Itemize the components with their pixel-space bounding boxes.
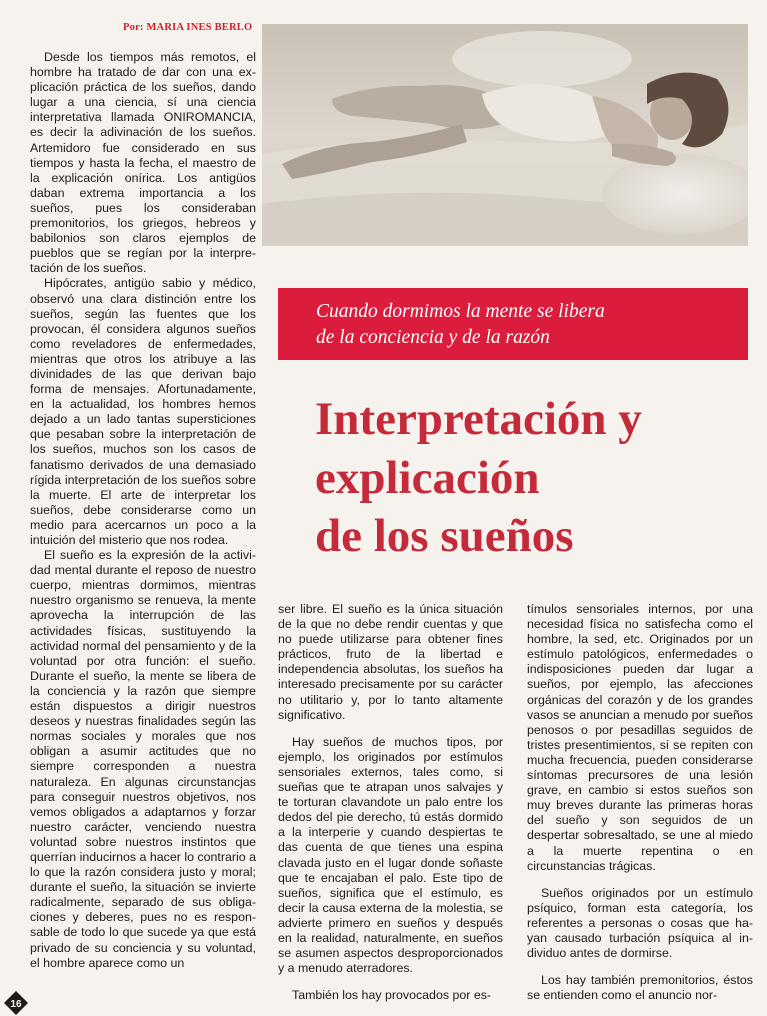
subtitle-line: Cuando dormimos la mente se libera bbox=[316, 301, 605, 322]
paragraph: Sueños originados por un estímulo psíquico, forman esta categoría, los referentes a personas o cosas que hayan causado turbación psíquica al individuo antes de dormirse. bbox=[527, 885, 753, 961]
paragraph: tímulos sensoriales internos, por una necesidad física no satisfecha como el hombre, la sed, etc. Originados por un estímulo patológicos, enfermedades o indisposiciones pueden dar lugar a sueños, por ejemplo, las afecciones orgánicas del corazón y de los grandes vasos se anuncian a menudo por sueños penosos o por pesadillas seguidos de tristes presentimientos, si se repiten con mucha frecuencia, pueden considerarse síntomas precursores de una lesión grave, en cambio si estos sueños son muy breves durante las primeras horas del sueño y son seguidos de un despertar sobresaltado, se une al miedo a la muerte repentina o en circunstancias trágicas. bbox=[527, 602, 753, 873]
paragraph: Desde los tiempos más remotos, el hombre ha tratado de dar con una explicación práctica de los sueños, dando lugar a una ciencia, sí una ciencia interpretativa llamada ONIROMANCIA, es decir la adivinación de los sueños. Artemidoro fue considerado en sus tiempos y hasta la fecha, el maestro de la explicación onírica. Los antigüos daban extrema importancia a los sueños, pues los consideraban premonitorios, los griegos, hebreos y babilonios son claros ejemplos de pueblos que se regían por la interpretación de los sueños. bbox=[30, 50, 256, 276]
page-number-diamond-icon bbox=[3, 990, 29, 1016]
subtitle-banner bbox=[278, 288, 748, 360]
paragraph: ser libre. El sueño es la única situación de la que no debe rendir cuentas y que no puede utilizarse para obtener fines prácticos, fruto de la libertad e independencia absolutas, los sueños ha interesado precisamente por su carácter no utilitario y, por lo tanto altamente significativo. bbox=[278, 602, 503, 722]
article-column-1 bbox=[30, 50, 256, 971]
subtitle-line: de la conciencia y de la razón bbox=[316, 327, 550, 348]
paragraph: El sueño es la expresión de la actividad mental durante el reposo de nuestro cuerpo, mientras dormimos, mientras nuestro organismo se renueva, la mente aprovecha la interrupción de las actividades físicas, sustituyendo la actividad normal del pensamiento y de la voluntad por otra función: el sueño. Durante el sueño, la mente se libera de la conciencia y la razón que siempre están dispuestos a dirigir nuestros deseos y nuestras finalidades según las normas sociales y morales que nos obligan a asumir actitudes que no siempre corresponden a nuestra naturaleza. En algunas circunstancjas para conseguir nuestros objetivos, nos vemos obligados a adaptarnos y forzar nuestro carácter, venciendo nuestra voluntad sobre nuestros instintos que querrían inducirnos a hacer lo contrario a lo que la razón considera justo y moral; durante el sueño, la situación se invierte radicalmente, separado de sus obligaciones y deberes, pues no es responsable de todo lo que sucede ya que está privado de su conciencia y su voluntad, el hombre aparece como un bbox=[30, 548, 256, 970]
page-number-badge bbox=[3, 990, 29, 1016]
sleeping-woman-photo bbox=[262, 24, 748, 246]
article-column-2 bbox=[278, 602, 503, 1003]
title-line: Interpretación y bbox=[315, 393, 642, 445]
paragraph: Hay sueños de muchos tipos, por ejemplo, los originados por estímulos sensoriales externos, tales como, si sueñas que te atrapan unos salvajes y te torturan clavandote un palo entre los dedos del pie derecho, tú estás dormido a la interperie y cuando despiertas te das cuenta de que tienes una espina clavada justo en el lugar donde soñaste que te encajaban el palo. Este tipo de sueños, significa que el estímulo, es decir la causa externa de la molestia, se advierte primero en sueños y después en la realidad, naturalmente, en sueños se asumen aspectos desproporcionados y a menudo aterradores. bbox=[278, 734, 503, 976]
photo-illustration bbox=[262, 24, 748, 246]
paragraph: Los hay también premonitorios, éstos se entienden como el anuncio nor- bbox=[527, 973, 753, 1003]
article-column-3 bbox=[527, 602, 753, 1003]
page-number: 16 bbox=[10, 999, 22, 1010]
title-line: explicación bbox=[315, 451, 540, 504]
byline: Por: MARIA INES BERLO bbox=[123, 22, 253, 33]
title-line: de los sueños bbox=[315, 510, 574, 562]
paragraph: También los hay provocados por es- bbox=[292, 988, 492, 1003]
article-title bbox=[315, 390, 755, 566]
paragraph: Hipócrates, antigüo sabio y médico, observó una clara distinción entre los sueños, según las fuentes que los provocan, él considera algunos sueños como reveladores de enfermedades, mientras que otros los atribuye a las divinidades de las que derivan bajo forma de mensajes. Afortunadamente, en la actualidad, los hombres hemos dejado a un lado tantas supersticiones que pesaban sobre la interpretación de los sueños, muchos son los casos de fanatismo derivados de una demasiado rígida interpretación de los sueños sobre la muerte. El arte de interpretar los sueños, debe considerarse como un medio para acercarnos un poco a la intuición del misterio que nos rodea. bbox=[30, 276, 256, 547]
